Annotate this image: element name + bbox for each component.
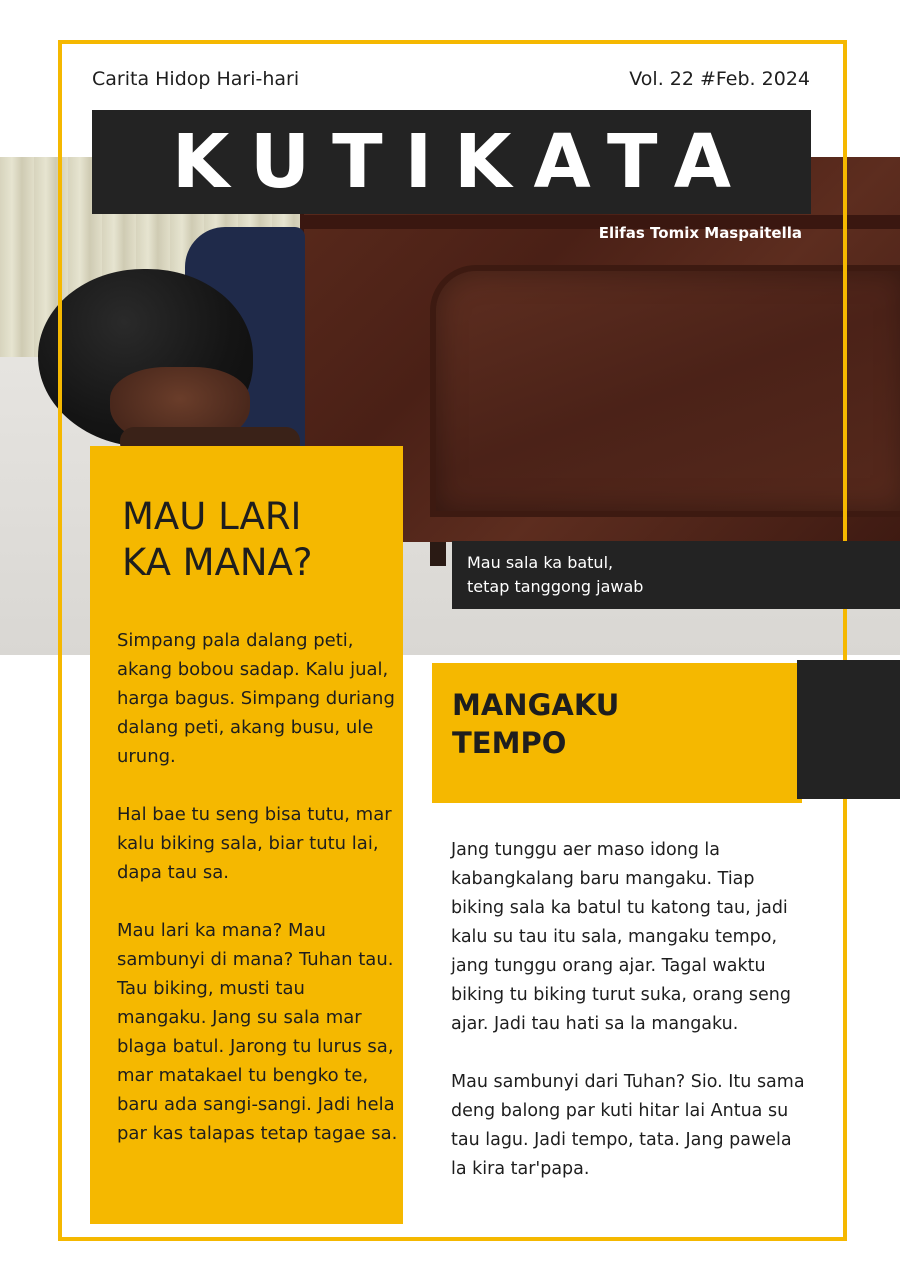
paragraph: Hal bae tu seng bisa tutu, mar kalu biking sala, biar tutu lai, dapa tau sa. — [117, 804, 392, 883]
paragraph: Mau lari ka mana? Mau sambunyi di mana? Tuhan tau. Tau biking, musti tau mangaku. Jang su sala mar blaga batul. Jarong tu lurus sa, mar matakael tu bengko te, baru ada sangi-sangi. Jadi hela par kas talapas tetap tagae sa. — [117, 920, 398, 1144]
paragraph: Mau sambunyi dari Tuhan? Sio. Itu sama deng balong par kuti hitar lai Antua su tau lagu. Jadi tempo, tata. Jang pawela la kira tar'papa. — [451, 1072, 805, 1179]
masthead — [92, 110, 811, 214]
masthead-title: KUTIKATA — [171, 119, 753, 205]
right-article-body — [451, 836, 811, 1213]
left-article-title — [122, 494, 392, 586]
issue-label: Vol. 22 #Feb. 2024 — [629, 68, 810, 90]
caption-line: tetap tanggong jawab — [467, 577, 644, 596]
left-title-line: MAU LARI — [122, 495, 302, 538]
right-title-line: MANGAKU — [452, 688, 620, 722]
left-title-line: KA MANA? — [122, 541, 313, 584]
right-title-line: TEMPO — [452, 726, 567, 760]
left-article-body — [117, 626, 399, 1177]
paragraph: Simpang pala dalang peti, akang bobou sadap. Kalu jual, harga bagus. Simpang duriang dalang peti, akang busu, ule urung. — [117, 630, 395, 767]
author-name: Elifas Tomix Maspaitella — [598, 224, 802, 242]
series-label: Carita Hidop Hari-hari — [92, 68, 300, 90]
caption-line: Mau sala ka batul, — [467, 553, 614, 572]
paragraph: Jang tunggu aer maso idong la kabangkalang baru mangaku. Tiap biking sala ka batul tu katong tau, jadi kalu su tau itu sala, mangaku tempo, jang tunggu orang ajar. Tagal waktu biking tu biking turut suka, orang seng ajar. Jadi tau hati sa la mangaku. — [451, 840, 791, 1034]
right-accent-block — [797, 660, 900, 799]
photo-caption — [467, 551, 643, 599]
right-article-title — [452, 686, 782, 762]
